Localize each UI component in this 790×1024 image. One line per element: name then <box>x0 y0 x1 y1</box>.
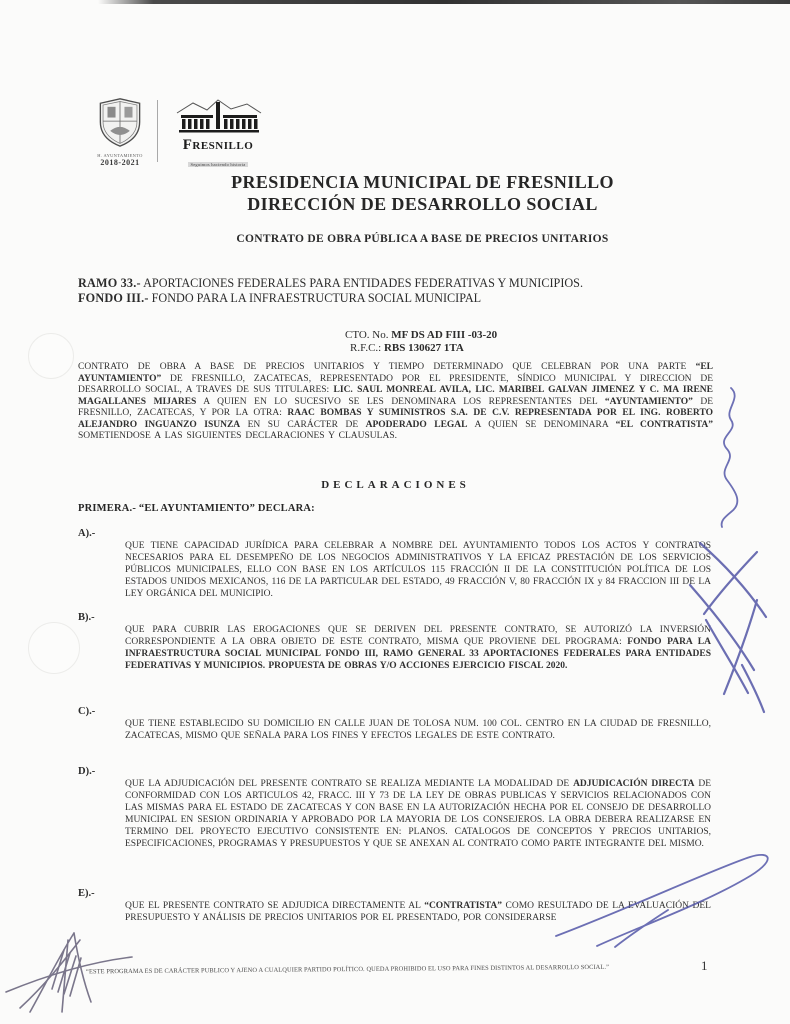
title-line-2: DIRECCIÓN DE DESARROLLO SOCIAL <box>247 194 598 214</box>
fresnillo-logo <box>168 99 268 171</box>
declaration-text: QUE TIENE ESTABLECIDO SU DOMICILIO EN CALLE JUAN DE TOLOSA NUM. 100 COL. CENTRO EN LA CIUDAD DE FRESNILLO, ZACATECAS, MISMO QUE SEÑALA PARA LOS FINES Y EFECTOS LEGALES DE ESTE CONTRATO. <box>125 719 711 741</box>
declaration-text: QUE EL PRESENTE CONTRATO SE ADJUDICA DIRECTAMENTE AL “CONTRATISTA” COMO RESULTADO DE LA EVALUACIÓN DEL PRESUPUESTO Y ANÁLISIS DE PRECIOS UNITARIOS POR EL PRESENTADO, POR CONSIDERARSE <box>125 901 711 923</box>
ramo-text: APORTACIONES FEDERALES PARA ENTIDADES FEDERATIVAS Y MUNICIPIOS. <box>140 276 584 290</box>
page-number: 1 <box>701 958 708 973</box>
intro-paragraph: CONTRATO DE OBRA A BASE DE PRECIOS UNITARIOS Y TIEMPO DETERMINADO QUE CELEBRAN POR UNA PARTE “EL AYUNTAMIENTO” DE FRESNILLO, ZACATECAS, REPRESENTADO POR EL PRESIDENTE, SÍNDICO MUNICIPAL Y DIRECCION DE DESARROLLO SOCIAL, A TRAVES DE SUS TITULARES: LIC. SAUL MONREAL AVILA, LIC. MARIBEL GALVAN JIMENEZ Y C. MA IRENE MAGALLANES MIJARES A QUIEN EN LO SUCESIVO SE LES DENOMINARA LOS REPRESENTANTES DEL “AYUNTAMIENTO” DE FRESNILLO, ZACATECAS, Y POR LA OTRA: RAAC BOMBAS Y SUMINISTROS S.A. DE C.V. REPRESENTADA POR EL ING. ROBERTO ALEJANDRO INGUANZO ISUNZA EN SU CARÁCTER DE APODERADO LEGAL A QUIEN SE DENOMINARA “EL CONTRATISTA” SOMETIENDOSE A LAS SIGUIENTES DECLARACIONES Y CLAUSULAS. <box>78 362 714 441</box>
declaration-item-c <box>78 705 713 742</box>
declaration-label: C).- <box>78 706 96 717</box>
scan-edge-artifact <box>98 0 790 4</box>
contract-number-line <box>345 329 497 342</box>
declaration-label: D).- <box>78 766 96 777</box>
fondo-line <box>78 291 718 306</box>
rfc-prefix: R.F.C.: <box>350 342 384 354</box>
crest-caption: H. AYUNTAMIENTO <box>97 153 143 158</box>
document-title <box>95 171 750 215</box>
declaration-text: QUE PARA CUBRIR LAS EROGACIONES QUE SE DERIVEN DEL PRESENTE CONTRATO, SE AUTORIZÓ LA INVERSIÓN CORRESPONDIENTE A LA OBRA OBJETO DE ESTE CONTRATO, MISMA QUE PROVIENE DEL PROGRAMA: FONDO PARA LA INFRAESTRUCTURA SOCIAL MUNICIPAL FONDO III, RAMO GENERAL 33 APORTACIONES FEDERALES PARA ENTIDADES FEDERATIVAS Y MUNICIPIOS. PROPUESTA DE OBRAS Y/O ACCIONES EJERCICIO FISCAL 2020. <box>125 625 711 671</box>
contract-reference <box>345 329 497 355</box>
footer-disclaimer: “ESTE PROGRAMA ES DE CARÁCTER PUBLICO Y AJENO A CUALQUIER PARTIDO POLÍTICO. QUEDA PROHIBIDO EL USO PARA FINES DISTINTOS AL DESARROLLO SOCIAL.” <box>85 963 610 976</box>
fondo-label: FONDO III.- <box>78 291 149 305</box>
ramo-line <box>78 276 718 291</box>
program-heading <box>78 276 718 306</box>
title-line-1: PRESIDENCIA MUNICIPAL DE FRESNILLO <box>231 172 614 192</box>
municipal-crest-logo <box>92 97 148 167</box>
fresnillo-building-icon <box>173 99 263 133</box>
declaration-item-a <box>78 527 713 600</box>
crest-shield-icon <box>97 97 143 147</box>
contract-number-prefix: CTO. No. <box>345 329 392 341</box>
declaration-item-d <box>78 765 713 850</box>
crest-years: 2018-2021 <box>100 158 140 167</box>
declaration-item-e <box>78 887 713 924</box>
declaration-text: QUE LA ADJUDICACIÓN DEL PRESENTE CONTRATO SE REALIZA MEDIANTE LA MODALIDAD DE ADJUDICACIÓN DIRECTA DE CONFORMIDAD CON LOS ARTICULOS 42, FRACC. III Y 73 DE LA LEY DE OBRAS PUBLICAS Y SERVICIOS RELACIONADOS CON LAS MISMAS PARA EL ESTADO DE ZACATECAS Y CON BASE EN LA AUTORIZACIÓN HECHA POR EL CONSEJO DE DESARROLLO MUNICIPAL EN SESION ORDINARIA Y APROBADO POR LA MAYORIA DE LOS CONSEJEROS. LA OBRA DEBERA REALIZARSE EN TERMINO DEL PROYECTO EJECUTIVO CONSISTENTE EN: PLANOS. CATALOGOS DE CONCEPTOS Y PRECIOS UNITARIOS, ESPECIFICACIONES, PROGRAMAS Y PRESUPUESTOS Y QUE SE ANEXAN AL CONTRATO COMO PARTE INTEGRANTE DEL MISMO. <box>125 779 712 849</box>
declaration-label: E).- <box>78 888 95 899</box>
rfc-value: RBS 130627 1TA <box>383 342 464 354</box>
hole-punch-mark <box>28 622 80 674</box>
declaration-label: A).- <box>78 528 96 539</box>
fondo-text: FONDO PARA LA INFRAESTRUCTURA SOCIAL MUNICIPAL <box>148 291 482 305</box>
ramo-label: RAMO 33.- <box>78 276 141 290</box>
document-subtitle: CONTRATO DE OBRA PÚBLICA A BASE DE PRECIOS UNITARIOS <box>236 233 609 245</box>
declaration-item-b <box>78 611 713 672</box>
brand-name: Fresnillo <box>182 137 254 153</box>
declaration-text: QUE TIENE CAPACIDAD JURÍDICA PARA CELEBRAR A NOMBRE DEL AYUNTAMIENTO TODOS LOS ACTOS Y CONTRATOS NECESARIOS PARA EL DESEMPEÑO DE LOS NEGOCIOS ADMINISTRATIVOS Y LA EFICAZ PRESTACIÓN DE LOS SERVICIOS PÚBLICOS MUNICIPALES, ELLO CON BASE EN LOS ARTÍCULOS 115 FRACCIÓN II DE LA CONSTITUCIÓN POLÍTICA DE LOS ESTADOS UNIDOS MEXICANOS, 116 DE LA PARTICULAR DEL ESTADO, 49 FRACCIÓN V, 80 FRACCIÓN IX y 84 FRACCION III DE LA LEY ORGÁNICA DEL MUNICIPIO. <box>125 541 711 599</box>
hole-punch-mark <box>28 333 74 379</box>
pen-squiggle-right-icon <box>722 388 738 527</box>
logo-divider <box>157 100 158 162</box>
primera-heading: PRIMERA.- “EL AYUNTAMIENTO” DECLARA: <box>78 503 315 514</box>
declaration-label: B).- <box>78 612 95 623</box>
contract-number-value: MF DS AD FIII -03-20 <box>391 329 498 341</box>
brand-tagline: Seguimos haciendo historia <box>188 162 249 167</box>
declaraciones-heading: DECLARACIONES <box>321 479 470 491</box>
rfc-line <box>345 342 497 355</box>
